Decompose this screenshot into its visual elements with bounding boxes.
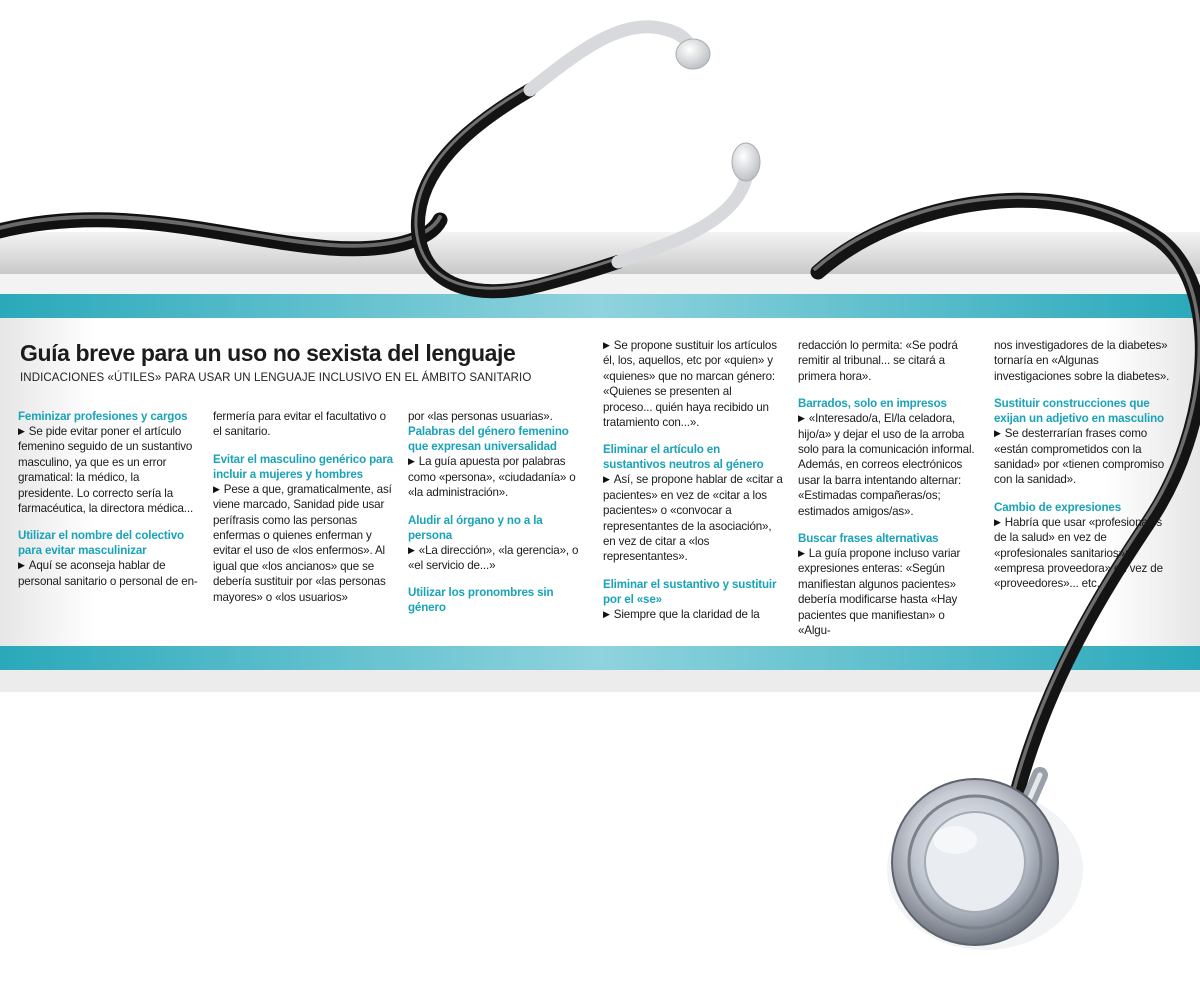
continuation-text: por «las personas usuarias».	[408, 410, 553, 423]
section-text: ▶ «Interesado/a, El/la celadora, hijo/a» y dejar el uso de la arroba solo para la comunicación informal. Además, en correos electrónicos usar la barra intentando alternar: «Estimadas compañeras/os; estimados amigos/as».	[798, 412, 975, 518]
section-heading: Utilizar los pronombres sin género	[408, 586, 554, 615]
section-text: ▶ Aquí se aconseja hablar de personal sanitario o personal de en-	[18, 559, 198, 588]
section-text: ▶ Así, se propone hablar de «citar a pacientes» en vez de «citar a los pacientes» o «convocar a representantes de la asociación», en vez de citar a «los representantes».	[603, 473, 783, 564]
bullet-triangle-icon: ▶	[603, 340, 610, 350]
bullet-triangle-icon: ▶	[603, 608, 610, 619]
section-text: ▶ Se desterrarían frases como «están comprometidos con la sanidad» por «tienen compromiso con la sanidad».	[994, 427, 1165, 487]
section-text: ▶ La guía propone incluso variar expresiones enteras: «Según manifiestan algunos pacientes» debería modificarse hasta «Hay pacientes que manifiestan» o «Algu-	[798, 547, 961, 638]
text-column-4	[603, 338, 783, 622]
bullet-triangle-icon: ▶	[798, 413, 805, 424]
section-text: ▶ Se pide evitar poner el artículo femenino seguido de un sustantivo masculino, ya que es un error gramatical: la médico, la presidente. Lo correcto sería la farmacéutica, la directora médica...	[18, 425, 194, 516]
page-subtitle: INDICACIONES «ÚTILES» PARA USAR UN LENGUAJE INCLUSIVO EN EL ÁMBITO SANITARIO	[20, 372, 532, 384]
text-column-5	[798, 338, 978, 639]
section-text: ▶ La guía apuesta por palabras como «persona», «ciudadanía» o «la administración».	[408, 455, 576, 500]
bullet-triangle-icon: ▶	[994, 428, 1001, 439]
section-text: ▶ Se propone sustituir los artículos él, los, aquellos, etc por «quien» y «quienes» que no marcan género: «Quienes se presenten al proceso... quién haya recibido un tratamiento con...».	[603, 339, 777, 430]
section-heading: Eliminar el artículo en sustantivos neutros al género	[603, 443, 764, 472]
bullet-triangle-icon: ▶	[408, 456, 415, 467]
continuation-text: fermería para evitar el facultativo o el sanitario.	[213, 410, 386, 439]
section-heading: Palabras del género femenino que expresan universalidad	[408, 425, 569, 454]
section-heading: Eliminar el sustantivo y sustituir por el «se»	[603, 577, 777, 606]
page-title: Guía breve para un uso no sexista del lenguaje	[20, 340, 516, 366]
section-text: ▶ Pese a que, gramaticalmente, así viene marcado, Sanidad pide usar perífrasis como las personas enfermas o quienes enferman y evitar el uso de «los enfermos». Al igual que «los ancianos» que se debería sustituir por «las personas mayores» o «los usuarios»	[213, 482, 392, 604]
section-heading: Utilizar el nombre del colectivo para evitar masculinizar	[18, 529, 184, 558]
bullet-triangle-icon: ▶	[213, 483, 220, 494]
bullet-triangle-icon: ▶	[994, 516, 1001, 527]
section-text: ▶ Siempre que la claridad de la	[603, 607, 760, 621]
section-heading: Buscar frases alternativas	[798, 532, 939, 546]
section-heading: Feminizar profesiones y cargos	[18, 410, 188, 423]
text-column-3	[408, 409, 588, 615]
section-heading: Aludir al órgano y no a la persona	[408, 513, 543, 542]
text-column-6	[994, 338, 1174, 592]
section-heading: Evitar el masculino genérico para incluir a mujeres y hombres	[213, 452, 393, 481]
bullet-triangle-icon: ▶	[798, 548, 805, 559]
section-text: ▶ «La dirección», «la gerencia», o «el servicio de...»	[408, 543, 579, 573]
bullet-triangle-icon: ▶	[603, 474, 610, 485]
bullet-triangle-icon: ▶	[18, 426, 25, 436]
section-heading: Barrados, solo en impresos	[798, 397, 947, 411]
section-text: ▶ Habría que usar «profesionales de la salud» en vez de «profesionales sanitarios»; «empresa proveedora» en vez de «proveedores»... etc.	[994, 515, 1163, 591]
continuation-text: redacción lo permita: «Se podrá remitir al tribunal... se citará a primera hora».	[798, 339, 958, 383]
continuation-text: nos investigadores de la diabetes» tornaría en «Algunas investigaciones sobre la diabetes».	[994, 339, 1170, 383]
text-column-2	[213, 409, 393, 605]
text-column-1	[18, 409, 198, 589]
bullet-triangle-icon: ▶	[408, 544, 415, 555]
bullet-triangle-icon: ▶	[18, 560, 25, 571]
section-heading: Cambio de expresiones	[994, 500, 1122, 514]
section-heading: Sustituir construcciones que exijan un adjetivo en masculino	[994, 397, 1164, 426]
